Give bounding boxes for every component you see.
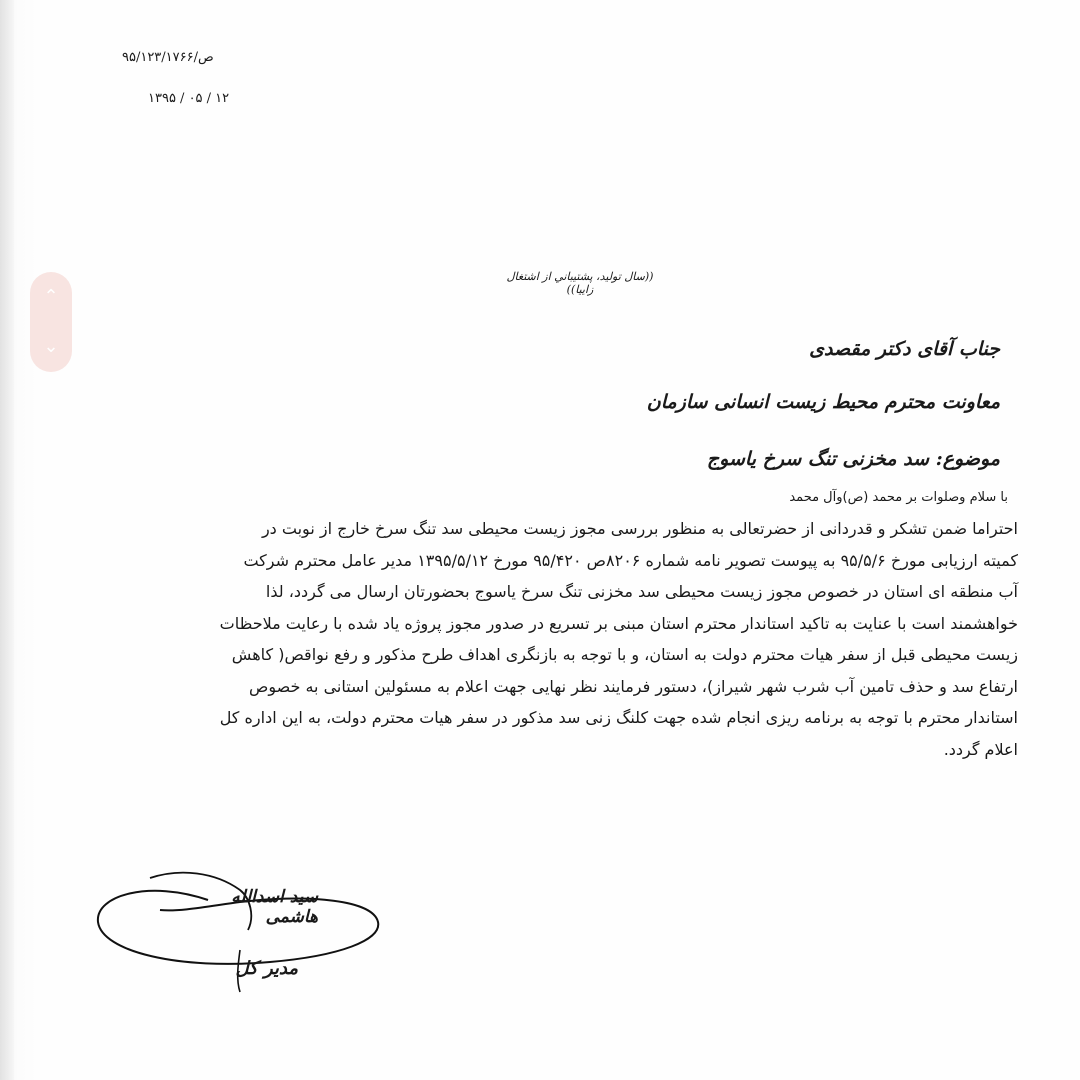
body-line: کمیته ارزیابی مورخ ۹۵/۵/۶ به پیوست تصویر نامه شماره ۸۲۰۶ص ۹۵/۴۲۰ مورخ ۱۳۹۵/۵/۱۲ مدیر عامل محترم شرکت: [243, 550, 1018, 570]
body-line: ارتفاع سد و حذف تامین آب شرب شهر شیراز)، دستور فرمایند نظر نهایی جهت اعلام به مسئولین استانی به خصوص: [248, 676, 1018, 696]
letter-date: ۱۳۹۵ / ۰۵ / ۱۲: [148, 91, 230, 106]
subject-line: موضوع: سد مخزنی تنگ سرخ یاسوج: [706, 448, 1000, 470]
chevron-up-icon[interactable]: ⌃: [43, 286, 59, 307]
signature-scribble: [90, 860, 390, 1000]
page-edge-shadow: [0, 0, 14, 1080]
page-nav-control[interactable]: [30, 272, 72, 372]
reference-number: ۹۵/۱۲۳/۱۷۶۶/ص: [122, 50, 214, 65]
year-motto: ((سال توليد، پشتيباني از اشتغال زاييا)): [506, 270, 654, 296]
greeting-line: با سلام وصلوات بر محمد (ص)وآل محمد: [789, 490, 1008, 505]
body-line: خواهشمند است با عنایت به تاکید استاندار محترم استان مبنی بر تسریع در صدور مجوز پروژه یاد شده با رعایت ملاحظات: [219, 613, 1018, 633]
body-line: اعلام گردد.: [943, 739, 1018, 759]
letter-body: [118, 513, 1018, 765]
addressee-title: معاونت محترم محیط زیست انسانی سازمان: [646, 391, 1000, 413]
signer-title: مدیر کل: [235, 958, 298, 979]
chevron-down-icon[interactable]: ⌄: [43, 336, 59, 357]
body-line: زیست محیطی قبل از سفر هیات محترم دولت به استان، و با توجه به بازنگری اهداف طرح مذکور و رفع نواقص( کاهش: [231, 645, 1018, 664]
body-line: احتراما ضمن تشکر و قدردانی از حضرتعالی به منظور بررسی مجوز زیست محیطی سد تنگ سرخ خارج از نوبت در: [261, 519, 1018, 538]
signer-name: سید اسدالله هاشمی: [231, 887, 318, 927]
body-line: آب منطقه ای استان در خصوص مجوز زیست محیطی سد مخزنی تنگ سرخ یاسوج بحضورتان ارسال می گردد، لذا: [265, 582, 1018, 601]
body-line: استاندار محترم با توجه به برنامه ریزی انجام شده جهت کلنگ زنی سد مذکور در سفر هیات محترم دولت، به این اداره کل: [219, 708, 1018, 727]
addressee-name: جناب آقای دکتر مقصدی: [809, 338, 1000, 360]
